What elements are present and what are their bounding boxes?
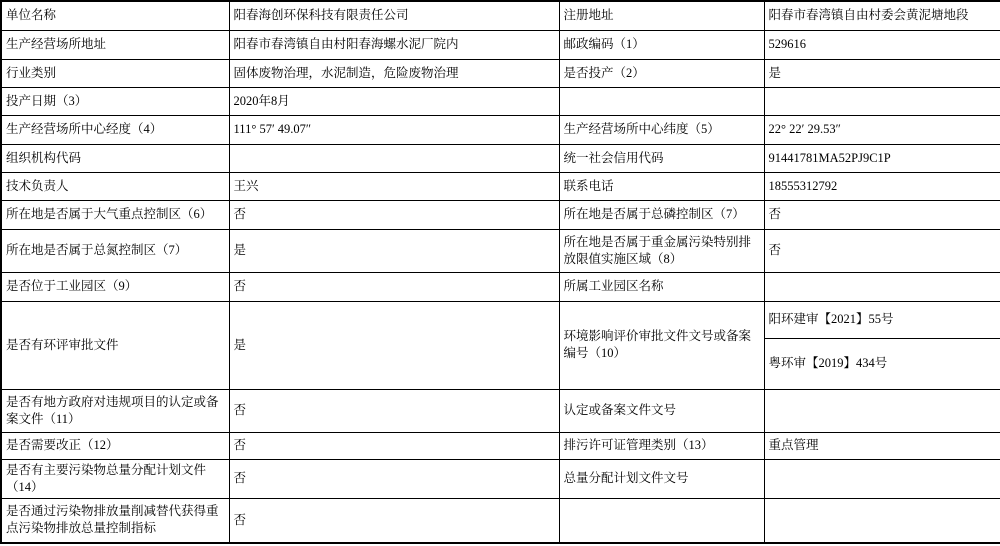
table-row [1, 272, 1000, 301]
contact-phone-value: 18555312792 [764, 172, 1000, 200]
table-row [1, 59, 1000, 87]
total-phosphorus-control-zone-label: 所在地是否属于总磷控制区（7） [559, 200, 764, 229]
table-row [1, 389, 1000, 432]
violation-doc-number-value [764, 389, 1000, 432]
postal-code-value: 529616 [764, 30, 1000, 59]
is-in-production-value: 是 [764, 59, 1000, 87]
eia-approval-doc-number-value-1: 阳环建审【2021】55号 [764, 301, 1000, 338]
total-nitrogen-control-zone-value: 是 [229, 229, 559, 272]
org-code-value [229, 144, 559, 172]
technical-director-label: 技术负责人 [1, 172, 229, 200]
unit-name-label: 单位名称 [1, 1, 229, 30]
table-row [1, 200, 1000, 229]
empty-cell [559, 498, 764, 543]
unit-name-value: 阳春海创环保科技有限责任公司 [229, 1, 559, 30]
air-key-control-zone-label: 所在地是否属于大气重点控制区（6） [1, 200, 229, 229]
social-credit-code-label: 统一社会信用代码 [559, 144, 764, 172]
postal-code-label: 邮政编码（1） [559, 30, 764, 59]
center-latitude-value: 22° 22′ 29.53″ [764, 115, 1000, 144]
table-row [1, 172, 1000, 200]
org-code-label: 组织机构代码 [1, 144, 229, 172]
table-row [1, 144, 1000, 172]
total-nitrogen-control-zone-label: 所在地是否属于总氮控制区（7） [1, 229, 229, 272]
table-row [1, 229, 1000, 272]
total-phosphorus-control-zone-value: 否 [764, 200, 1000, 229]
empty-cell [559, 87, 764, 115]
industrial-park-name-label: 所属工业园区名称 [559, 272, 764, 301]
permit-management-category-value: 重点管理 [764, 432, 1000, 459]
has-eia-approval-label: 是否有环评审批文件 [1, 301, 229, 389]
needs-correction-label: 是否需要改正（12） [1, 432, 229, 459]
production-start-date-value: 2020年8月 [229, 87, 559, 115]
industry-category-label: 行业类别 [1, 59, 229, 87]
eia-approval-doc-number-value-2: 粤环审【2019】434号 [764, 338, 1000, 389]
emission-reduction-substitute-label: 是否通过污染物排放量削减替代获得重点污染物排放总量控制指标 [1, 498, 229, 543]
registered-address-value: 阳春市春湾镇自由村委会黄泥塘地段 [764, 1, 1000, 30]
table-row [1, 87, 1000, 115]
is-in-production-label: 是否投产（2） [559, 59, 764, 87]
needs-correction-value: 否 [229, 432, 559, 459]
production-site-address-label: 生产经营场所地址 [1, 30, 229, 59]
total-quantity-allocation-file-value: 否 [229, 459, 559, 498]
table-row [1, 498, 1000, 543]
allocation-doc-number-value [764, 459, 1000, 498]
center-longitude-value: 111° 57′ 49.07″ [229, 115, 559, 144]
total-quantity-allocation-file-label: 是否有主要污染物总量分配计划文件（14） [1, 459, 229, 498]
production-site-address-value: 阳春市春湾镇自由村阳春海螺水泥厂院内 [229, 30, 559, 59]
industry-category-value: 固体废物治理，水泥制造，危险废物治理 [229, 59, 559, 87]
heavy-metal-special-limit-zone-label: 所在地是否属于重金属污染特别排放限值实施区域（8） [559, 229, 764, 272]
allocation-doc-number-label: 总量分配计划文件文号 [559, 459, 764, 498]
table-row [1, 1, 1000, 30]
table-row [1, 459, 1000, 498]
eia-approval-doc-number-label: 环境影响评价审批文件文号或备案编号（10） [559, 301, 764, 389]
emission-reduction-substitute-value: 否 [229, 498, 559, 543]
in-industrial-park-value: 否 [229, 272, 559, 301]
has-eia-approval-value: 是 [229, 301, 559, 389]
technical-director-value: 王兴 [229, 172, 559, 200]
heavy-metal-special-limit-zone-value: 否 [764, 229, 1000, 272]
registered-address-label: 注册地址 [559, 1, 764, 30]
contact-phone-label: 联系电话 [559, 172, 764, 200]
empty-cell [764, 87, 1000, 115]
empty-cell [764, 498, 1000, 543]
local-gov-violation-file-label: 是否有地方政府对违规项目的认定或备案文件（11） [1, 389, 229, 432]
violation-doc-number-label: 认定或备案文件文号 [559, 389, 764, 432]
center-longitude-label: 生产经营场所中心经度（4） [1, 115, 229, 144]
table-row [1, 30, 1000, 59]
production-start-date-label: 投产日期（3） [1, 87, 229, 115]
table-row [1, 115, 1000, 144]
local-gov-violation-file-value: 否 [229, 389, 559, 432]
permit-management-category-label: 排污许可证管理类别（13） [559, 432, 764, 459]
air-key-control-zone-value: 否 [229, 200, 559, 229]
center-latitude-label: 生产经营场所中心纬度（5） [559, 115, 764, 144]
in-industrial-park-label: 是否位于工业园区（9） [1, 272, 229, 301]
industrial-park-name-value [764, 272, 1000, 301]
table-row [1, 432, 1000, 459]
social-credit-code-value: 91441781MA52PJ9C1P [764, 144, 1000, 172]
table-row [1, 301, 1000, 338]
